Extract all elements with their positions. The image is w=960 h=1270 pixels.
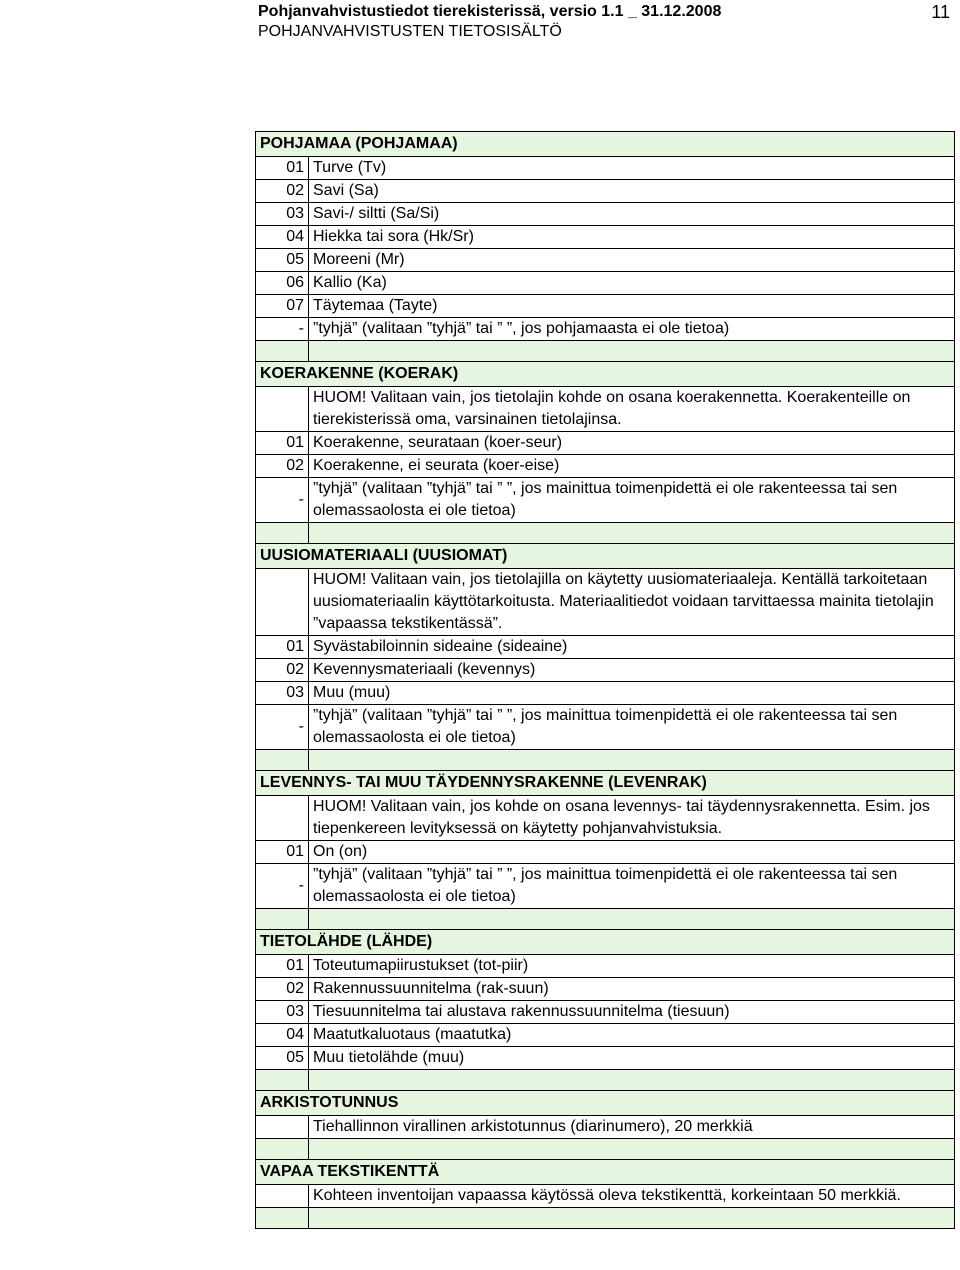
note-code-cell <box>256 569 309 636</box>
table-row <box>256 180 955 203</box>
item-code: 03 <box>256 682 309 705</box>
table-row <box>256 705 955 750</box>
item-description: Koerakenne, ei seurata (koer-eise) <box>309 455 955 478</box>
item-description: ”tyhjä” (valitaan ”tyhjä” tai ” ”, jos pohjamaasta ei ole tietoa) <box>309 318 955 341</box>
table-row <box>256 226 955 249</box>
spacer-cell <box>256 1139 309 1160</box>
table-row <box>256 864 955 909</box>
item-description: Savi-/ siltti (Sa/Si) <box>309 203 955 226</box>
table-row <box>256 249 955 272</box>
spacer-cell <box>309 523 955 544</box>
item-code: 01 <box>256 432 309 455</box>
table-row <box>256 682 955 705</box>
section-header-row <box>256 544 955 569</box>
spacer-cell <box>309 1208 955 1229</box>
spacer-row <box>256 909 955 930</box>
item-description: ”tyhjä” (valitaan ”tyhjä” tai ” ”, jos mainittua toimenpidettä ei ole rakenteessa tai sen olemassaolosta ei ole tietoa) <box>309 705 955 750</box>
item-code: 03 <box>256 1001 309 1024</box>
table-row <box>256 318 955 341</box>
document-title: Pohjanvahvistustiedot tierekisterissä, versio 1.1 _ 31.12.2008 <box>258 3 722 20</box>
spacer-cell <box>256 1208 309 1229</box>
section-title: VAPAA TEKSTIKENTTÄ <box>256 1160 955 1185</box>
table-row <box>256 203 955 226</box>
spacer-row <box>256 341 955 362</box>
section-title: POHJAMAA (POHJAMAA) <box>256 132 955 157</box>
table-row <box>256 295 955 318</box>
table-row <box>256 978 955 1001</box>
spacer-cell <box>256 1070 309 1091</box>
table-row <box>256 455 955 478</box>
spacer-row <box>256 750 955 771</box>
note-code-cell <box>256 796 309 841</box>
item-description: ”tyhjä” (valitaan ”tyhjä” tai ” ”, jos mainittua toimenpidettä ei ole rakenteessa tai sen olemassaolosta ei ole tietoa) <box>309 478 955 523</box>
note-code-cell <box>256 387 309 432</box>
item-code: 07 <box>256 295 309 318</box>
item-code: 04 <box>256 1024 309 1047</box>
spacer-row <box>256 523 955 544</box>
item-description: ”tyhjä” (valitaan ”tyhjä” tai ” ”, jos mainittua toimenpidettä ei ole rakenteessa tai sen olemassaolosta ei ole tietoa) <box>309 864 955 909</box>
section-note: HUOM! Valitaan vain, jos tietolajilla on käytetty uusiomateriaaleja. Kentällä tarkoitetaan uusiomateriaalin käyttötarkoitusta. Materiaalitiedot voidaan tarvittaessa mainita tietolajin ”vapaassa tekstikentässä”. <box>309 569 955 636</box>
section-header-row <box>256 362 955 387</box>
item-description: Täytemaa (Tayte) <box>309 295 955 318</box>
item-description: Tiehallinnon virallinen arkistotunnus (diarinumero), 20 merkkiä <box>309 1116 955 1139</box>
page-header <box>258 2 958 42</box>
item-code: 03 <box>256 203 309 226</box>
table-row <box>256 157 955 180</box>
item-code: - <box>256 478 309 523</box>
spacer-row <box>256 1208 955 1229</box>
section-title: ARKISTOTUNNUS <box>256 1091 955 1116</box>
content-table <box>255 131 955 1229</box>
table-row <box>256 432 955 455</box>
section-header-row <box>256 771 955 796</box>
item-description: Muu (muu) <box>309 682 955 705</box>
item-code <box>256 1116 309 1139</box>
item-description: Kohteen inventoijan vapaassa käytössä oleva tekstikenttä, korkeintaan 50 merkkiä. <box>309 1185 955 1208</box>
spacer-cell <box>309 909 955 930</box>
table-row <box>256 841 955 864</box>
item-code: 02 <box>256 455 309 478</box>
table-row <box>256 1047 955 1070</box>
spacer-cell <box>309 1070 955 1091</box>
item-description: Turve (Tv) <box>309 157 955 180</box>
table-row <box>256 272 955 295</box>
item-code: - <box>256 864 309 909</box>
item-description: Muu tietolähde (muu) <box>309 1047 955 1070</box>
spacer-row <box>256 1139 955 1160</box>
item-description: Hiekka tai sora (Hk/Sr) <box>309 226 955 249</box>
section-header-row <box>256 1091 955 1116</box>
section-note-row <box>256 387 955 432</box>
item-description: Koerakenne, seurataan (koer-seur) <box>309 432 955 455</box>
table-row <box>256 636 955 659</box>
section-title: UUSIOMATERIAALI (UUSIOMAT) <box>256 544 955 569</box>
table-row <box>256 478 955 523</box>
table-row <box>256 955 955 978</box>
section-note: HUOM! Valitaan vain, jos tietolajin kohde on osana koerakennetta. Koerakenteille on tierekisterissä oma, varsinainen tietolajinsa. <box>309 387 955 432</box>
item-code: 02 <box>256 659 309 682</box>
section-header-row <box>256 132 955 157</box>
item-code: 01 <box>256 157 309 180</box>
spacer-cell <box>309 750 955 771</box>
item-description: Rakennussuunnitelma (rak-suun) <box>309 978 955 1001</box>
document-subtitle: POHJANVAHVISTUSTEN TIETOSISÄLTÖ <box>258 23 562 40</box>
item-code: 02 <box>256 180 309 203</box>
item-code: 05 <box>256 249 309 272</box>
item-code: - <box>256 318 309 341</box>
section-title: LEVENNYS- TAI MUU TÄYDENNYSRAKENNE (LEVENRAK) <box>256 771 955 796</box>
spacer-cell <box>256 909 309 930</box>
item-description: Kevennysmateriaali (kevennys) <box>309 659 955 682</box>
item-code <box>256 1185 309 1208</box>
spacer-cell <box>309 341 955 362</box>
section-note-row <box>256 796 955 841</box>
item-description: Syvästabiloinnin sideaine (sideaine) <box>309 636 955 659</box>
section-note-row <box>256 569 955 636</box>
item-description: Tiesuunnitelma tai alustava rakennussuunnitelma (tiesuun) <box>309 1001 955 1024</box>
spacer-cell <box>256 341 309 362</box>
item-description: On (on) <box>309 841 955 864</box>
spacer-row <box>256 1070 955 1091</box>
item-code: 01 <box>256 955 309 978</box>
table-row <box>256 1024 955 1047</box>
item-description: Kallio (Ka) <box>309 272 955 295</box>
section-title: TIETOLÄHDE (LÄHDE) <box>256 930 955 955</box>
section-header-row <box>256 1160 955 1185</box>
page-number: 11 <box>931 2 950 22</box>
item-code: 02 <box>256 978 309 1001</box>
table-row <box>256 659 955 682</box>
spacer-cell <box>256 750 309 771</box>
item-code: 01 <box>256 841 309 864</box>
table-row <box>256 1116 955 1139</box>
item-code: 04 <box>256 226 309 249</box>
spacer-cell <box>309 1139 955 1160</box>
spacer-cell <box>256 523 309 544</box>
item-code: - <box>256 705 309 750</box>
item-description: Moreeni (Mr) <box>309 249 955 272</box>
item-description: Toteutumapiirustukset (tot-piir) <box>309 955 955 978</box>
table-row <box>256 1001 955 1024</box>
item-description: Maatutkaluotaus (maatutka) <box>309 1024 955 1047</box>
item-code: 01 <box>256 636 309 659</box>
section-note: HUOM! Valitaan vain, jos kohde on osana levennys- tai täydennysrakennetta. Esim. jos tiepenkereen levityksessä on käytetty pohjanvahvistuksia. <box>309 796 955 841</box>
item-code: 05 <box>256 1047 309 1070</box>
item-description: Savi (Sa) <box>309 180 955 203</box>
section-title: KOERAKENNE (KOERAK) <box>256 362 955 387</box>
item-code: 06 <box>256 272 309 295</box>
table-row <box>256 1185 955 1208</box>
section-header-row <box>256 930 955 955</box>
